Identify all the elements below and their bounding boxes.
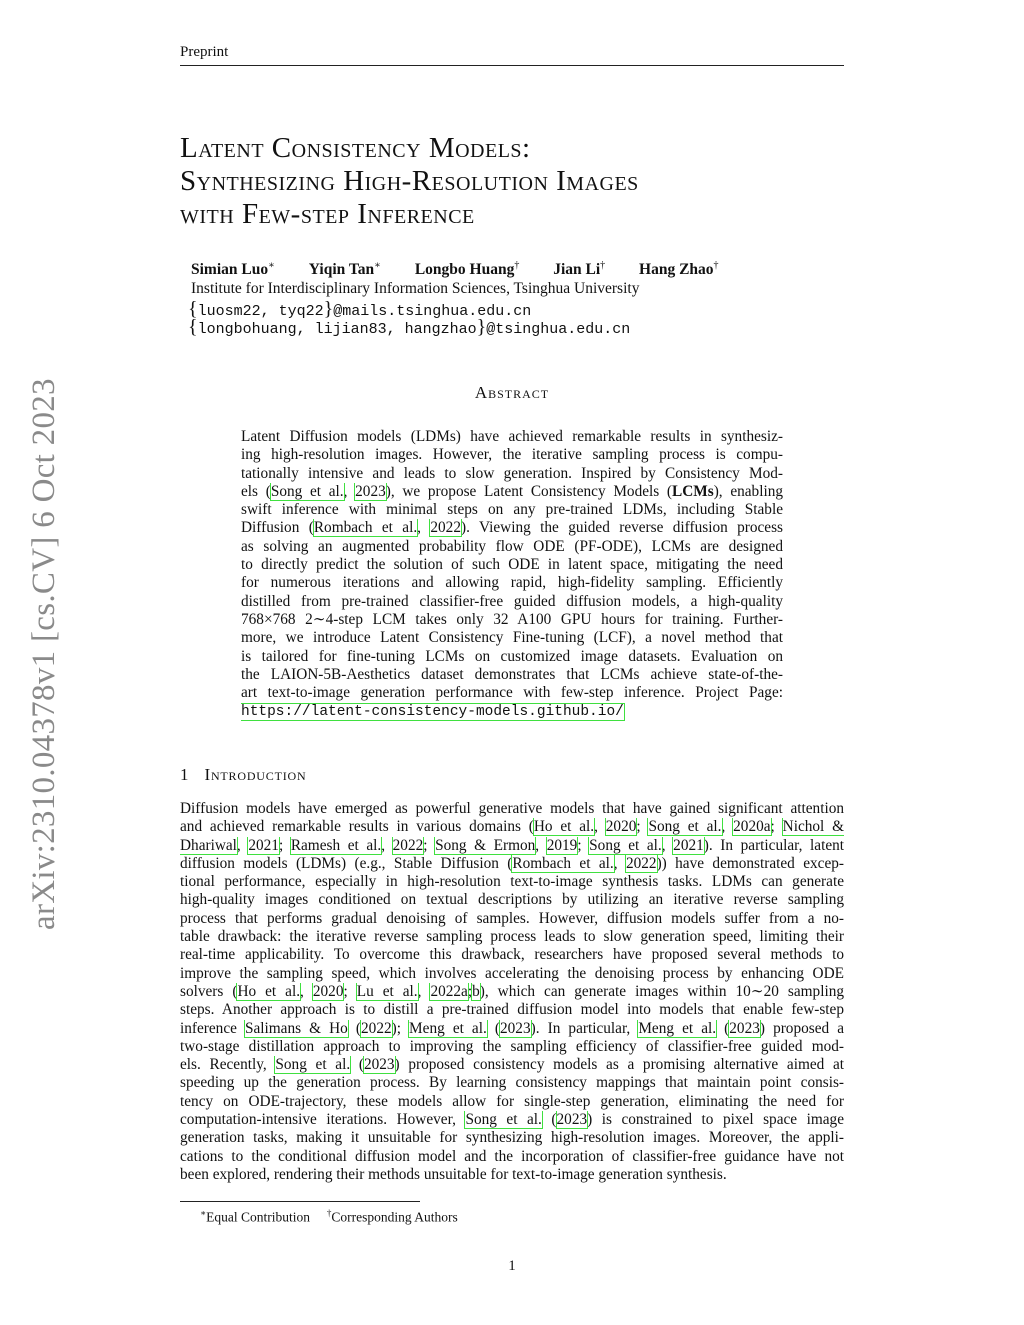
author: Jian Li†	[553, 260, 606, 279]
citation-link[interactable]: Song et al.	[465, 1111, 542, 1129]
citation-link[interactable]: 2019	[546, 836, 578, 854]
abstract-line: as solving an augmented probability flow ODE (PF-ODE), LCMs are designed	[241, 537, 783, 555]
body-line: real-time applicability. To overcome this drawback, researchers have proposed several methods to	[180, 946, 844, 964]
header-rule	[180, 65, 844, 66]
abstract-line: Latent Diffusion models (LDMs) have achieved remarkable results in synthesiz-	[241, 428, 783, 445]
citation-link[interactable]: Lu et al.	[356, 982, 418, 1000]
abstract-line: distilled from pre-trained classifier-free guided diffusion models, a high-quality	[241, 592, 783, 610]
body-line: high-quality images conditioned on textual descriptions by utilizing an iterative reverse sampling	[180, 891, 844, 909]
citation-link[interactable]: Song et al.	[589, 836, 662, 854]
abstract-heading: Abstract	[474, 383, 550, 402]
citation-link[interactable]: 2023	[729, 1019, 760, 1037]
email-line-2: {longbohuang, lijian83, hangzhao}@tsinghua.edu.cn	[188, 316, 631, 338]
abstract-line: tationally intensive and leads to slow generation. Inspired by Consistency Mod-	[241, 464, 783, 482]
paper-title	[180, 132, 860, 231]
body-line: Dhariwal, 2021; Ramesh et al., 2022; Song & Ermon, 2019; Song et al., 2021). In particular, latent	[180, 836, 844, 854]
citation-link[interactable]: Ho et al.	[533, 818, 595, 836]
body-line: table drawback: the iterative reverse sampling process leads to slow generation speed, limiting their	[180, 928, 844, 946]
author-list	[191, 260, 851, 279]
citation-link[interactable]: Meng et al.	[409, 1019, 487, 1037]
body-line: els. Recently, Song et al. (2023) proposed consistency models as a promising alternative aimed at	[180, 1056, 844, 1074]
citation-link[interactable]: 2022	[361, 1019, 392, 1037]
body-line: generation tasks, making it unsuitable for synthesizing high-resolution images. Moreover, the appli-	[180, 1129, 844, 1147]
abstract-line	[241, 702, 783, 721]
citation-link[interactable]: 2022	[430, 519, 461, 537]
citation-link[interactable]: Song & Ermon	[435, 836, 536, 854]
arxiv-stamp: arXiv:2310.04378v1 [cs.CV] 6 Oct 2023	[26, 378, 62, 930]
citation-link[interactable]: Nichol &	[782, 818, 844, 836]
body-line: two-stage distillation approach to improving the sampling efficiency of classifier-free guided mod-	[180, 1037, 844, 1055]
citation-link[interactable]: Salimans & Ho	[244, 1019, 348, 1037]
citation-link[interactable]: Ramesh et al.	[290, 836, 382, 854]
abstract-line: ing high-resolution images. However, the iterative sampling process is compu-	[241, 446, 783, 464]
email-line-1: {luosm22, tyq22}@mails.tsinghua.edu.cn	[188, 298, 532, 320]
abstract-line: swift inference with minimal steps on any pre-trained LDMs, including Stable	[241, 501, 783, 519]
body-line: diffusion models (LDMs) (e.g., Stable Diffusion (Rombach et al., 2022)) have demonstrated excep-	[180, 854, 844, 872]
abstract-line: the LAION-5B-Aesthetics dataset demonstrates that LCMs achieve state-of-the-	[241, 665, 783, 683]
citation-link[interactable]: Rombach et al.	[313, 519, 418, 537]
abstract-line: 768×768 2∼4-step LCM takes only 32 A100 GPU hours for training. Further-	[241, 610, 783, 628]
citation-link[interactable]: Dhariwal	[180, 836, 237, 854]
page-number: 1	[508, 1258, 516, 1274]
citation-link[interactable]: 2023	[363, 1056, 395, 1074]
body-line: improve the sampling speed, which involves accelerating the denoising process by enhancing ODE	[180, 964, 844, 982]
section-number: 1	[180, 765, 189, 784]
body-line: steps. Another approach is to distill a pre-trained diffusion model into models that enable few-step	[180, 1001, 844, 1019]
citation-link[interactable]: 2020	[605, 818, 637, 836]
citation-link[interactable]: 2022	[625, 854, 657, 872]
author: Simian Luo∗	[191, 260, 275, 279]
body-line: tency on ODE-trajectory, these models allow for single-step generation, eliminating the need for	[180, 1092, 844, 1110]
citation-link[interactable]: 2023	[556, 1111, 588, 1129]
title-line-2: Synthesizing High-Resolution Images	[180, 165, 639, 197]
abstract-line: to directly predict the solution of such ODE in latent space, mitigating the need	[241, 556, 783, 574]
citation-link[interactable]: 2022a	[430, 982, 468, 1000]
citation-link[interactable]: Rombach et al.	[512, 854, 614, 872]
body-line: inference Salimans & Ho (2022); Meng et al. (2023). In particular, Meng et al. (2023) proposed a	[180, 1019, 844, 1037]
citation-link[interactable]: 2020a	[733, 818, 771, 836]
citation-link[interactable]: Song et al.	[275, 1056, 351, 1074]
introduction-body	[180, 800, 844, 1184]
author: Hang Zhao†	[639, 260, 719, 279]
project-page-link[interactable]: https://latent-consistency-models.github.io/	[241, 704, 624, 721]
abstract-line: for numerous iterations and allowing rapid, high-fidelity sampling. Efficiently	[241, 574, 783, 592]
abstract-line: is tailored for fine-tuning LCMs on customized image datasets. Evaluation on	[241, 647, 783, 665]
citation-link[interactable]: 2023	[500, 1019, 531, 1037]
abstract-line: more, we introduce Latent Consistency Fine-tuning (LCF), a novel method that	[241, 629, 783, 647]
footnote-corresponding-authors: Corresponding Authors	[331, 1209, 458, 1225]
section-title: Introduction	[204, 765, 307, 784]
running-header: Preprint	[180, 44, 229, 60]
body-line: Diffusion models have emerged as powerful generative models that have gained significant attention	[180, 800, 844, 817]
author: Longbo Huang†	[414, 260, 520, 279]
abstract-line: els (Song et al., 2023), we propose Latent Consistency Models (LCMs), enabling	[241, 482, 783, 500]
author: Yiqin Tan∗	[308, 260, 381, 279]
footnote-rule	[180, 1201, 420, 1202]
body-line: solvers (Ho et al., 2020; Lu et al., 2022a;b), which can generate images within 10∼20 sampling	[180, 982, 844, 1000]
body-line: process that performs gradual denoising of samples. However, diffusion models suffer from a no-	[180, 909, 844, 927]
body-line: tional performance, especially in high-resolution text-to-image synthesis tasks. LDMs can generate	[180, 873, 844, 891]
body-line: been explored, rendering their methods unsuitable for text-to-image generation synthesis.	[180, 1165, 727, 1183]
citation-link[interactable]: b	[472, 982, 480, 1000]
footnotes: ∗Equal Contribution †Corresponding Authors	[200, 1208, 458, 1225]
citation-link[interactable]: Meng et al.	[638, 1019, 717, 1037]
institution: Institute for Interdisciplinary Information Sciences, Tsinghua University	[191, 280, 640, 297]
citation-link[interactable]: 2021	[673, 836, 704, 854]
body-line: and achieved remarkable results in various domains (Ho et al., 2020; Song et al., 2020a; Nichol &	[180, 818, 844, 836]
citation-link[interactable]: 2023	[355, 482, 386, 500]
section-heading	[180, 765, 306, 785]
citation-link[interactable]: Song et al.	[648, 818, 722, 836]
abstract-line: Diffusion (Rombach et al., 2022). Viewing the guided reverse diffusion process	[241, 519, 783, 537]
abstract-line: art text-to-image generation performance with few-step inference. Project Page:	[241, 684, 783, 702]
footnote-equal-contribution: Equal Contribution	[206, 1209, 310, 1225]
citation-link[interactable]: Ho et al.	[237, 982, 301, 1000]
citation-link[interactable]: 2021	[248, 836, 279, 854]
body-line: computation-intensive iterations. However, Song et al. (2023) is constrained to pixel space image	[180, 1111, 844, 1129]
citation-link[interactable]: Song et al.	[270, 482, 344, 500]
abstract-body	[241, 428, 783, 722]
body-line: speeding up the generation process. By learning consistency mappings that maintain point consis-	[180, 1074, 844, 1092]
citation-link[interactable]: 2020	[312, 982, 344, 1000]
title-line-3: with Few-step Inference	[180, 198, 475, 230]
citation-link[interactable]: 2022	[392, 836, 424, 854]
title-line-1: Latent Consistency Models:	[180, 132, 531, 164]
body-line: cations to the conditional diffusion model and the incorporation of classifier-free guidance have not	[180, 1147, 844, 1165]
